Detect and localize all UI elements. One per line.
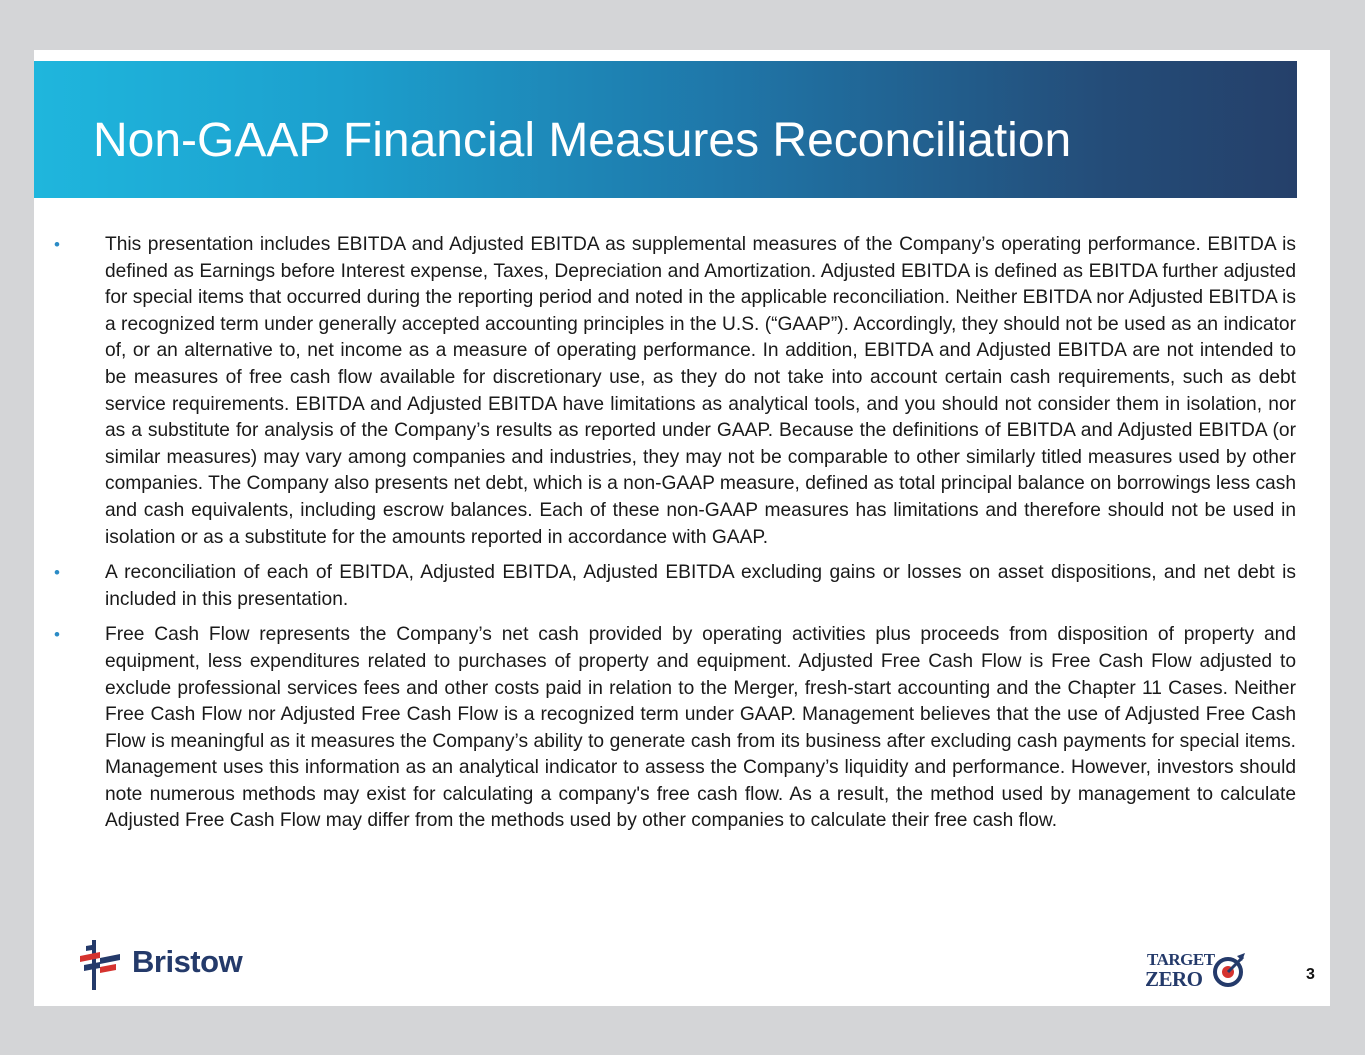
target-zero-line2: ZERO bbox=[1145, 967, 1203, 991]
bullet-text: Free Cash Flow represents the Company’s net cash provided by operating activities plus proceeds from disposition of property and equipment, less expenditures related to purchases of property and equipment. Adjusted Free Cash Flow is Free Cash Flow adjusted to exclude professional services fees and other costs paid in relation to the Merger, fresh-start accounting and the Chapter 11 Cases. Neither Free Cash Flow nor Adjusted Free Cash Flow is a recognized term under GAAP. Management believes that the use of Adjusted Free Cash Flow is meaningful as it measures the Company’s ability to generate cash from its business after excluding cash payments for special items. Management uses this information as an analytical indicator to assess the Company’s liquidity and performance. However, investors should note numerous methods may exist for calculating a company's free cash flow. As a result, the method used by management to calculate Adjusted Free Cash Flow may differ from the methods used by other companies to calculate their free cash flow. bbox=[105, 624, 1296, 832]
bristow-logo bbox=[78, 938, 258, 992]
target-icon bbox=[1212, 952, 1246, 988]
bristow-logo-text: Bristow bbox=[132, 944, 243, 979]
page-number: 3 bbox=[1306, 966, 1315, 983]
slide-title: Non-GAAP Financial Measures Reconciliation bbox=[93, 114, 1072, 167]
bristow-emblem-icon bbox=[78, 938, 128, 992]
slide bbox=[34, 50, 1330, 1006]
bullet-list bbox=[54, 232, 1296, 844]
target-zero-line1: TARGET bbox=[1147, 950, 1215, 969]
bullet-item-reconciliation bbox=[54, 560, 1296, 613]
bullet-item-ebitda-definition bbox=[54, 232, 1296, 551]
bullet-item-free-cash-flow bbox=[54, 622, 1296, 835]
bullet-icon: • bbox=[54, 563, 60, 583]
bullet-text: A reconciliation of each of EBITDA, Adjusted EBITDA, Adjusted EBITDA excluding gains or losses on asset dispositions, and net debt is included in this presentation. bbox=[105, 562, 1296, 610]
bullet-icon: • bbox=[54, 235, 60, 254]
target-zero-logo bbox=[1144, 948, 1248, 994]
bullet-text: This presentation includes EBITDA and Adjusted EBITDA as supplemental measures of the Company’s operating performance. EBITDA is defined as Earnings before Interest expense, Taxes, Depreciation and Amortization. Adjusted EBITDA is defined as EBITDA further adjusted for special items that occurred during the reporting period and noted in the applicable reconciliation. Neither EBITDA nor Adjusted EBITDA is a recognized term under generally accepted accounting principles in the U.S. (“GAAP”). Accordingly, they should not be used as an indicator of, or an alternative to, net income as a measure of operating performance. In addition, EBITDA and Adjusted EBITDA are not intended to be measures of free cash flow available for discretionary use, as they do not take into account certain cash requirements, such as debt service requirements. EBITDA and Adjusted EBITDA have limitations as analytical tools, and you should not consider them in isolation, nor as a substitute for analysis of the Company’s results as reported under GAAP. Because the definitions of EBITDA and Adjusted EBITDA (or similar measures) may vary among companies and industries, they may not be comparable to other similarly titled measures used by other companies. The Company also presents net debt, which is a non-GAAP measure, defined as total principal balance on borrowings less cash and cash equivalents, including escrow balances. Each of these non-GAAP measures has limitations and therefore should not be used in isolation or as a substitute for the amounts reported in accordance with GAAP. bbox=[105, 234, 1296, 548]
title-banner bbox=[34, 61, 1297, 198]
bullet-icon: • bbox=[54, 625, 60, 645]
